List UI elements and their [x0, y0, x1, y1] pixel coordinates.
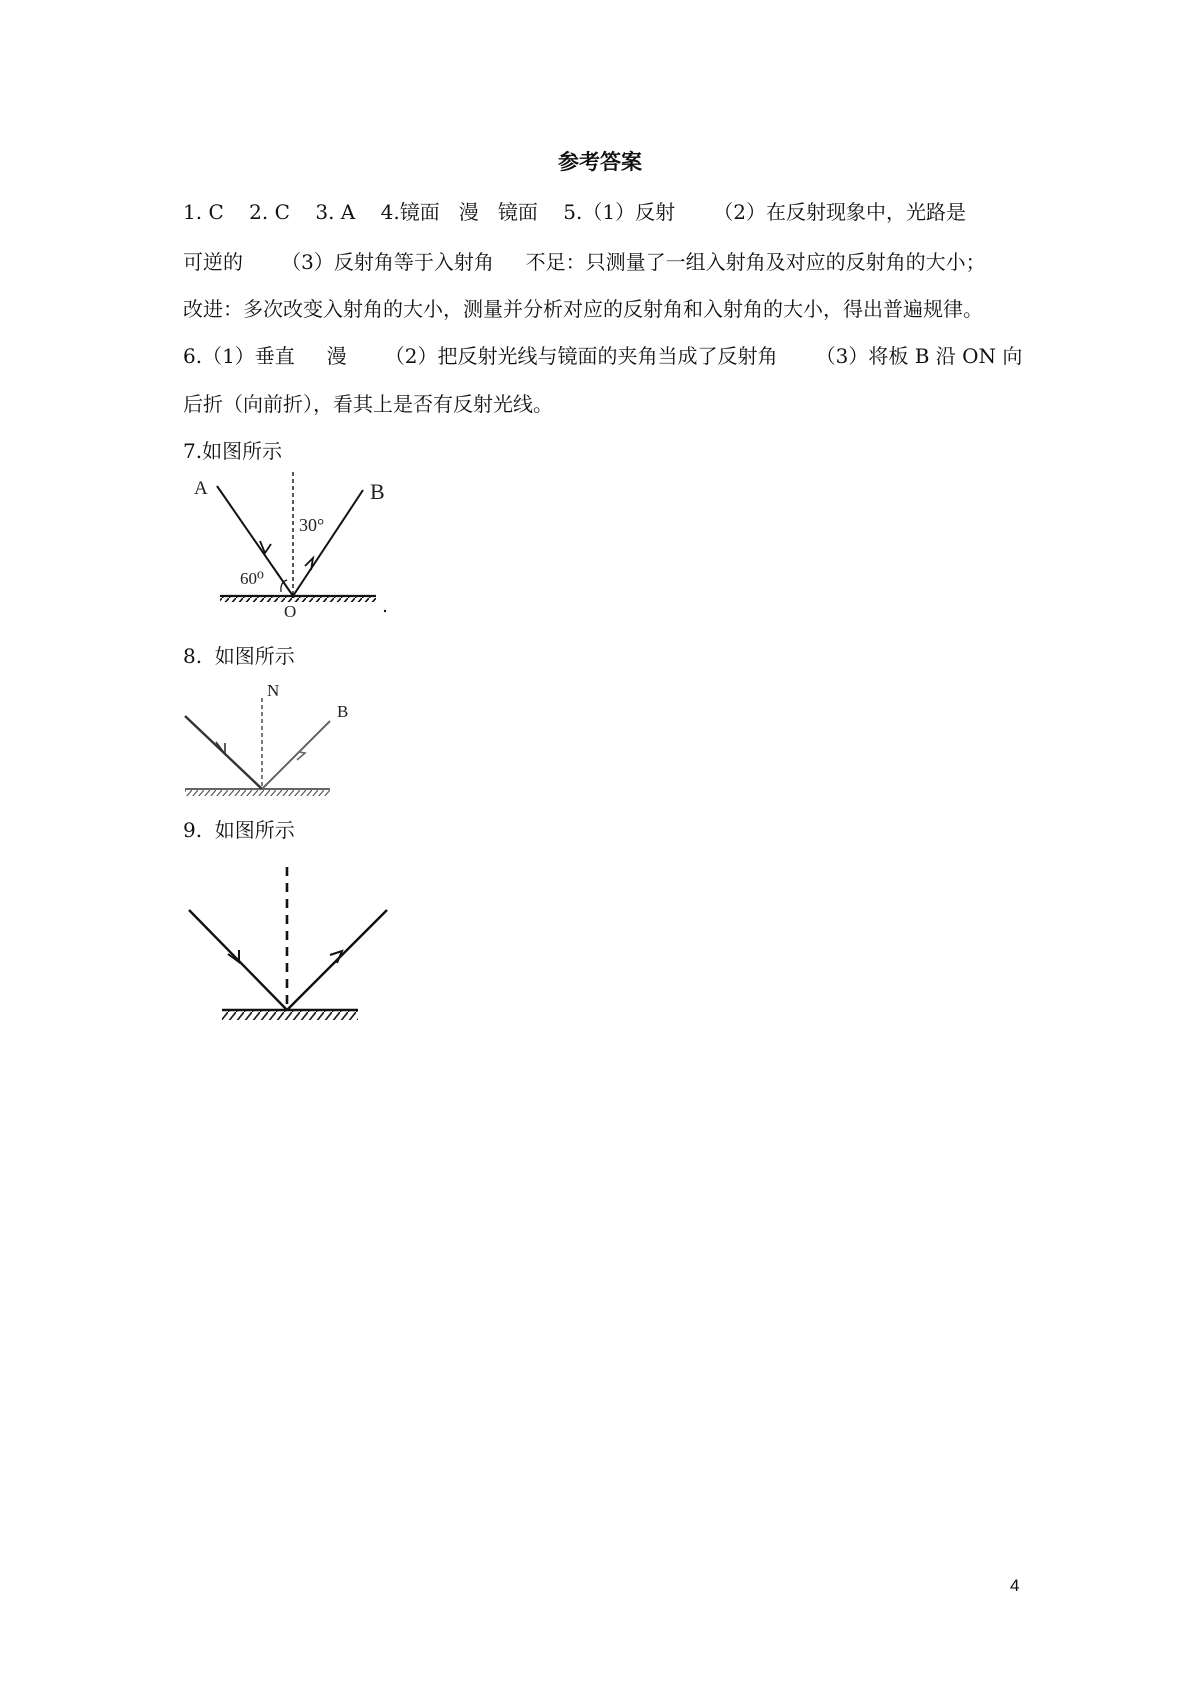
angle-normal-label: 30°: [299, 515, 325, 535]
angle-mirror-label: 60⁰: [240, 569, 264, 588]
point-o: [291, 594, 295, 598]
label-b: B: [337, 702, 349, 721]
mirror-hatching: [222, 1011, 358, 1020]
label-n: N: [267, 681, 280, 700]
figure-7-reflection-diagram: [180, 470, 400, 620]
answer-line-7: 8. 如图所示: [183, 644, 295, 668]
mirror-hatching: [185, 790, 330, 796]
figure-8-reflection-diagram: [180, 678, 360, 803]
reflected-ray: [287, 910, 387, 1010]
label-o: O: [284, 602, 297, 621]
answer-line-3: 改进：多次改变入射角的大小，测量并分析对应的反射角和入射角的大小，得出普遍规律。: [183, 297, 983, 321]
reflected-ray: [262, 721, 330, 789]
answer-line-6: 7.如图所示: [183, 439, 283, 463]
label-a: A: [194, 478, 208, 499]
page-number: 4: [1010, 1576, 1020, 1595]
stray-dot: [384, 610, 386, 612]
mirror-hatching: [220, 597, 376, 602]
label-b: B: [370, 479, 385, 504]
figure-9-reflection-diagram: [180, 862, 400, 1032]
answer-line-4: 6.（1）垂直 漫 （2）把反射光线与镜面的夹角当成了反射角 （3）将板 B 沿 ON 向: [183, 344, 1023, 368]
answer-line-2: 可逆的 （3）反射角等于入射角 不足：只测量了一组入射角及对应的反射角的大小；: [183, 250, 986, 274]
page-title: 参考答案: [558, 150, 642, 174]
reflected-arrow-icon: [305, 558, 313, 570]
reflected-ray: [293, 490, 363, 596]
answer-line-8: 9. 如图所示: [183, 818, 295, 842]
answer-line-1: 1. C 2. C 3. A 4.镜面 漫 镜面 5.（1）反射 （2）在反射现象中，光路是: [183, 200, 966, 224]
answer-line-5: 后折（向前折），看其上是否有反射光线。: [183, 392, 553, 416]
